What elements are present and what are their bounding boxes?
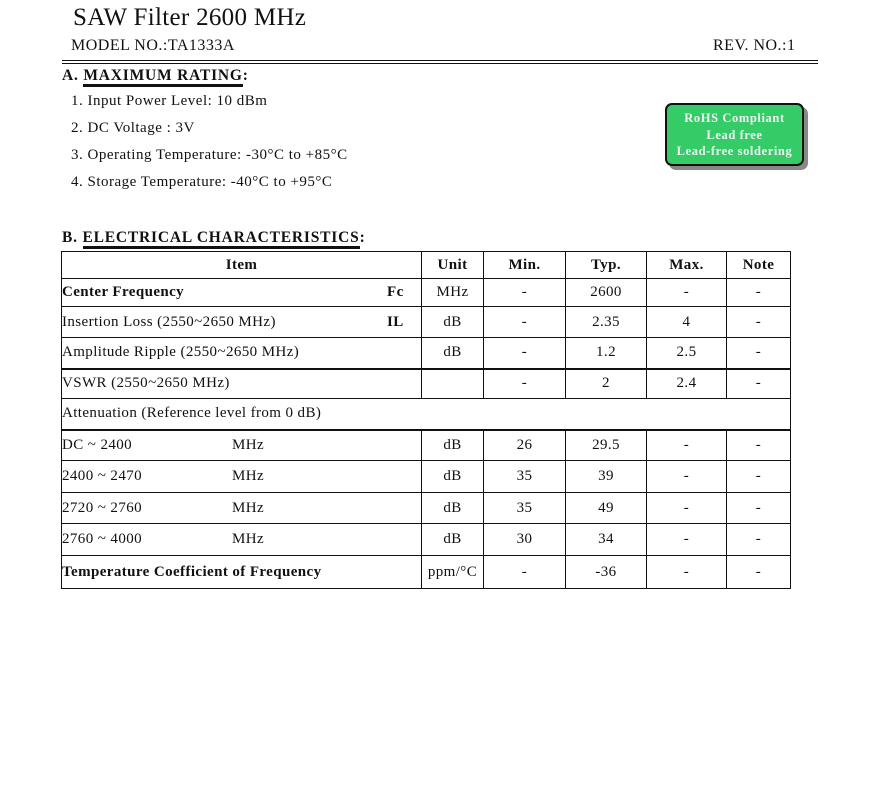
max-cell: - — [647, 493, 727, 524]
item-label: Amplitude Ripple (2550~2650 MHz) — [62, 344, 300, 361]
section-prefix: A. — [62, 67, 84, 84]
item-cell — [62, 369, 422, 399]
rating-item: 1. Input Power Level: 10 dBm — [71, 93, 268, 109]
min-cell: - — [484, 338, 566, 369]
unit-cell: dB — [422, 430, 484, 461]
note-cell: - — [727, 524, 791, 556]
typ-cell: 2600 — [566, 279, 647, 307]
badge-line: RoHS Compliant — [684, 111, 785, 125]
max-cell: 4 — [647, 307, 727, 338]
note-cell: - — [727, 493, 791, 524]
item-unit-mhz: MHz — [232, 531, 265, 547]
section-suffix: : — [359, 229, 366, 246]
min-cell: 30 — [484, 524, 566, 556]
min-cell: - — [484, 369, 566, 399]
typ-cell: 39 — [566, 461, 647, 493]
max-cell: - — [647, 556, 727, 589]
note-cell: - — [727, 338, 791, 369]
min-cell: 26 — [484, 430, 566, 461]
header-divider — [62, 63, 818, 64]
header-unit: Unit — [422, 252, 484, 279]
note-cell: - — [727, 556, 791, 589]
rating-item: 4. Storage Temperature: -40°C to +95°C — [71, 174, 333, 190]
item-label: Attenuation (Reference level from 0 dB) — [62, 405, 322, 422]
min-cell: 35 — [484, 461, 566, 493]
item-symbol: IL — [387, 313, 404, 330]
item-cell — [62, 461, 422, 493]
rating-item: 2. DC Voltage : 3V — [71, 120, 195, 136]
table-row — [62, 338, 791, 369]
header-min: Min. — [484, 252, 566, 279]
unit-cell: dB — [422, 524, 484, 556]
note-cell: - — [727, 369, 791, 399]
note-cell: - — [727, 307, 791, 338]
table-row — [62, 493, 791, 524]
unit-cell: MHz — [422, 279, 484, 307]
min-cell: - — [484, 307, 566, 338]
header-divider — [62, 60, 818, 61]
table-row — [62, 307, 791, 338]
item-cell — [62, 399, 791, 430]
header-typ: Typ. — [566, 252, 647, 279]
item-label: Temperature Coefficient of Frequency — [62, 563, 322, 580]
document-title: SAW Filter 2600 MHz — [73, 4, 307, 31]
typ-cell: 49 — [566, 493, 647, 524]
item-symbol: Fc — [387, 284, 404, 300]
item-label: Insertion Loss (2550~2650 MHz) — [62, 313, 276, 330]
section-suffix: : — [242, 67, 249, 84]
item-cell — [62, 307, 422, 338]
note-cell: - — [727, 430, 791, 461]
section-title: MAXIMUM RATING — [83, 67, 242, 87]
typ-cell: 1.2 — [566, 338, 647, 369]
item-unit-mhz: MHz — [232, 499, 265, 516]
item-cell — [62, 556, 422, 589]
note-cell: - — [727, 279, 791, 307]
item-label: DC ~ 2400 — [62, 436, 133, 453]
unit-cell: dB — [422, 461, 484, 493]
typ-cell: 29.5 — [566, 430, 647, 461]
table-row — [62, 279, 791, 307]
rohs-badge — [665, 103, 804, 166]
badge-line: Lead-free soldering — [676, 144, 793, 158]
max-cell: - — [647, 461, 727, 493]
unit-cell: ppm/°C — [422, 556, 484, 589]
section-b-heading — [62, 229, 366, 247]
typ-cell: -36 — [566, 556, 647, 589]
header-item: Item — [62, 252, 422, 279]
item-unit-mhz: MHz — [232, 436, 265, 453]
unit-cell: dB — [422, 493, 484, 524]
item-label: 2760 ~ 4000 — [62, 531, 143, 547]
typ-cell: 2 — [566, 369, 647, 399]
item-cell — [62, 493, 422, 524]
item-cell — [62, 279, 422, 307]
table-row — [62, 524, 791, 556]
unit-cell: dB — [422, 307, 484, 338]
item-label: 2400 ~ 2470 — [62, 468, 143, 484]
unit-cell: dB — [422, 338, 484, 369]
max-cell: 2.5 — [647, 338, 727, 369]
table-row — [62, 461, 791, 493]
min-cell: - — [484, 279, 566, 307]
max-cell: - — [647, 279, 727, 307]
section-a-heading — [62, 67, 249, 85]
table-row — [62, 399, 791, 430]
max-cell: - — [647, 524, 727, 556]
item-label: Center Frequency — [62, 284, 185, 300]
item-cell — [62, 430, 422, 461]
table-header-row — [62, 252, 791, 279]
item-cell — [62, 524, 422, 556]
item-label: VSWR (2550~2650 MHz) — [62, 375, 230, 392]
table-row — [62, 369, 791, 399]
max-cell: 2.4 — [647, 369, 727, 399]
min-cell: 35 — [484, 493, 566, 524]
model-number: MODEL NO.:TA1333A — [71, 37, 235, 54]
table-row — [62, 430, 791, 461]
section-prefix: B. — [62, 229, 83, 246]
header-max: Max. — [647, 252, 727, 279]
min-cell: - — [484, 556, 566, 589]
max-cell: - — [647, 430, 727, 461]
section-title: ELECTRICAL CHARACTERISTICS — [83, 229, 360, 249]
rating-item: 3. Operating Temperature: -30°C to +85°C — [71, 147, 348, 163]
revision-number: REV. NO.:1 — [713, 37, 796, 54]
item-label: 2720 ~ 2760 — [62, 499, 143, 516]
item-cell — [62, 338, 422, 369]
item-unit-mhz: MHz — [232, 468, 265, 484]
typ-cell: 2.35 — [566, 307, 647, 338]
unit-cell — [422, 369, 484, 399]
typ-cell: 34 — [566, 524, 647, 556]
badge-line: Lead free — [706, 127, 763, 142]
note-cell: - — [727, 461, 791, 493]
header-note: Note — [727, 252, 791, 279]
electrical-characteristics-table — [61, 251, 791, 589]
table-row — [62, 556, 791, 589]
